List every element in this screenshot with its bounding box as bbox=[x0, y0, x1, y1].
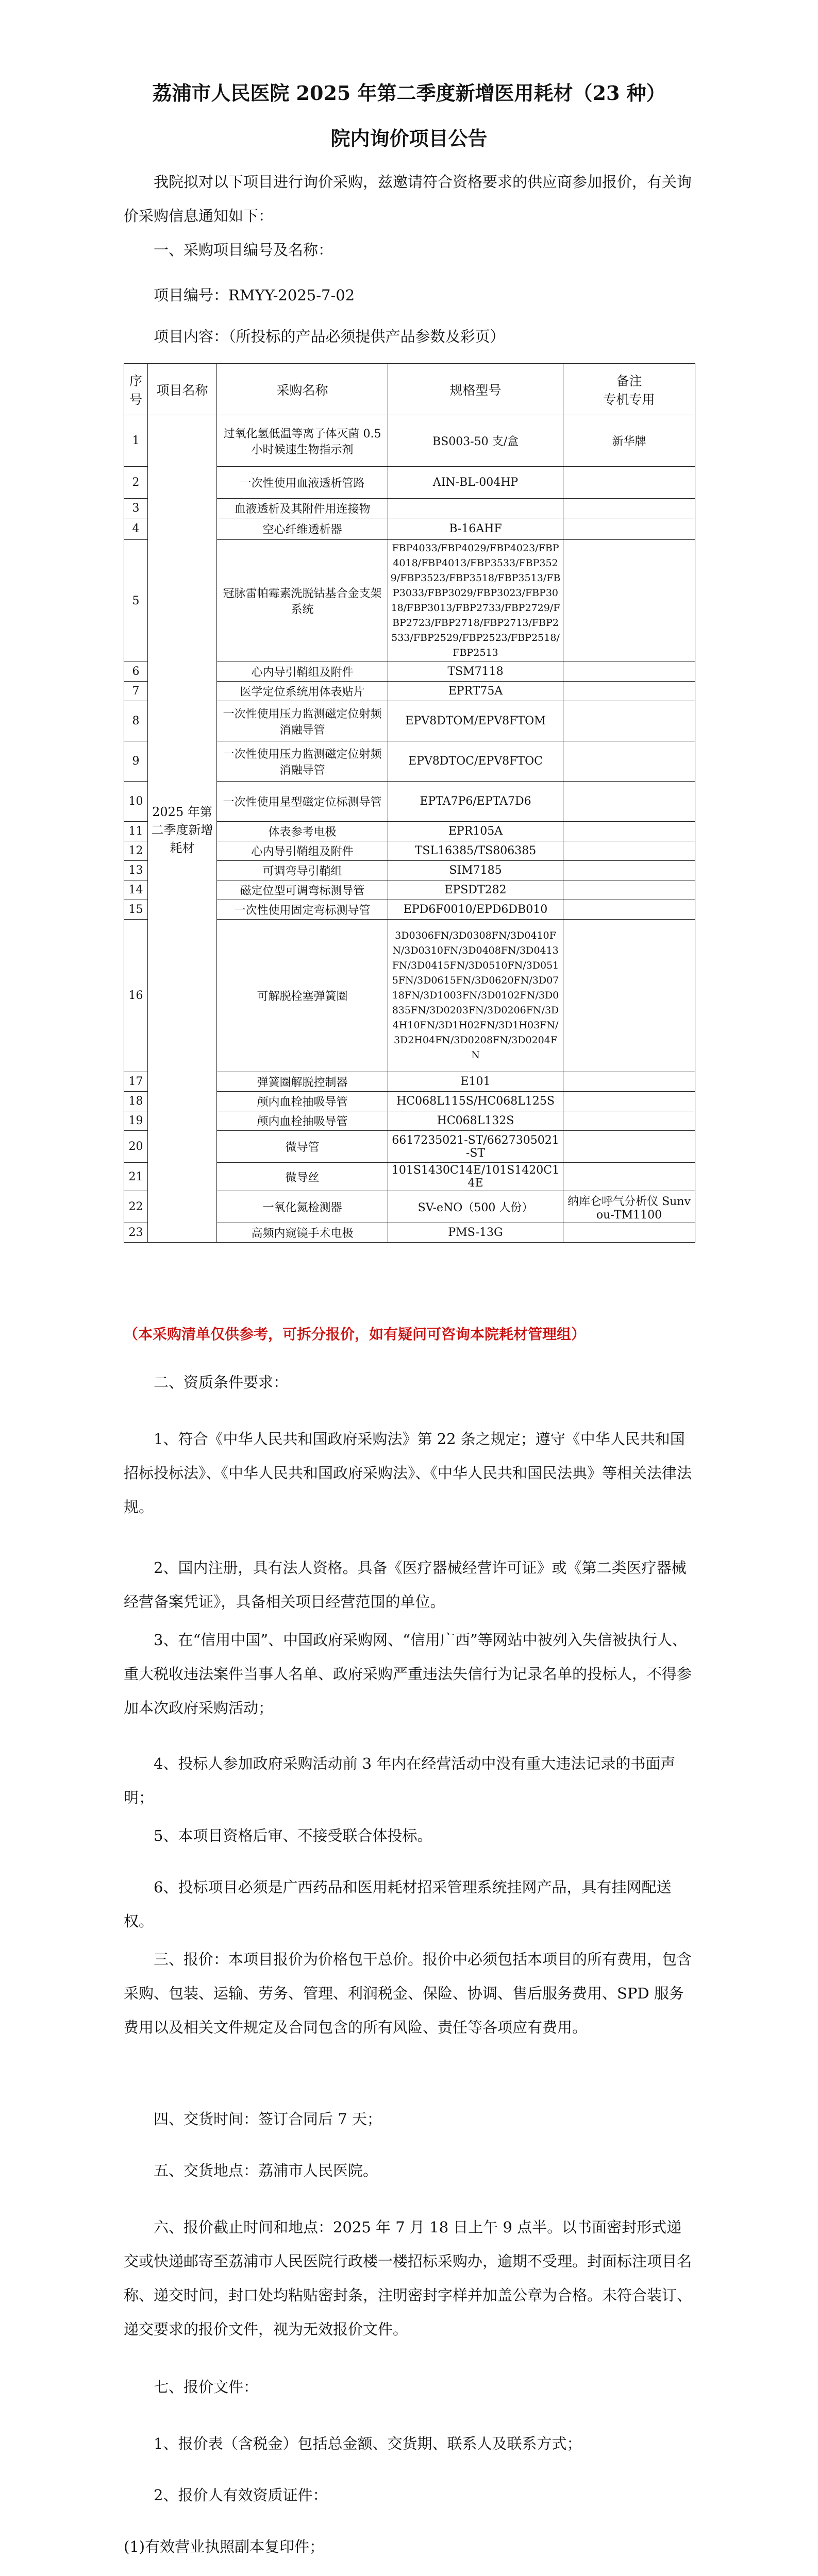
row-spec: FBP4033/FBP4029/FBP4023/FBP4018/FBP4013/FBP3533/FBP3529/FBP3523/FBP3518/FBP3513/FBP3033/FBP3029/FBP3023/FBP3018/FBP3013/FBP2733/FBP2729/FBP2723/FBP2718/FBP2713/FBP2533/FBP2529/FBP2523/FBP2518/FBP2513 bbox=[388, 540, 563, 662]
row-spec: E101 bbox=[388, 1072, 563, 1092]
row-item-name: 一次性使用星型磁定位标测导管 bbox=[217, 782, 388, 822]
row-item-name: 体表参考电极 bbox=[217, 822, 388, 841]
row-spec: AIN-BL-004HP bbox=[388, 467, 563, 499]
requirement-3: 3、在“信用中国”、中国政府采购网、“信用广西”等网站中被列入失信被执行人、重大税收违法案件当事人名单、政府采购严重违法失信行为记录名单的投标人，不得参加本次政府采购活动； bbox=[124, 1631, 692, 1717]
table-row bbox=[124, 415, 695, 467]
col-header-note: 备注 专机专用 bbox=[563, 364, 695, 415]
row-spec: TSL16385/TS806385 bbox=[388, 841, 563, 861]
row-spec: EPD6F0010/EPD6DB010 bbox=[388, 900, 563, 920]
row-number: 14 bbox=[124, 880, 148, 900]
row-number: 10 bbox=[124, 782, 148, 822]
project-content: 项目内容：（所投标的产品必须提供产品参数及彩页） bbox=[154, 328, 505, 345]
row-note bbox=[563, 741, 695, 782]
row-item-name: 空心纤维透析器 bbox=[217, 518, 388, 540]
row-item-name: 颅内血栓抽吸导管 bbox=[217, 1111, 388, 1131]
row-spec: HC068L132S bbox=[388, 1111, 563, 1131]
section-5-delivery-place: 五、交货地点：荔浦市人民医院。 bbox=[154, 2162, 378, 2179]
row-item-name: 可调弯导引鞘组 bbox=[217, 861, 388, 880]
row-note bbox=[563, 861, 695, 880]
row-spec: EPRT75A bbox=[388, 682, 563, 701]
row-number: 16 bbox=[124, 920, 148, 1072]
row-spec: EPV8DTOM/EPV8FTOM bbox=[388, 701, 563, 741]
row-number: 2 bbox=[124, 467, 148, 499]
row-note bbox=[563, 540, 695, 662]
row-number: 7 bbox=[124, 682, 148, 701]
project-group-label: 2025 年第二季度新增耗材 bbox=[148, 415, 217, 1243]
row-item-name: 可解脱栓塞弹簧圈 bbox=[217, 920, 388, 1072]
row-spec: PMS-13G bbox=[388, 1223, 563, 1243]
row-note bbox=[563, 1072, 695, 1092]
section-7-heading: 七、报价文件： bbox=[154, 2378, 259, 2396]
col-header-spec: 规格型号 bbox=[388, 364, 563, 415]
intro-paragraph: 我院拟对以下项目进行询价采购，兹邀请符合资格要求的供应商参加报价，有关询价采购信息通知如下： bbox=[124, 173, 692, 225]
row-item-name: 一次性使用压力监测磁定位射频消融导管 bbox=[217, 741, 388, 782]
row-spec: 6617235021-ST/6627305021-ST bbox=[388, 1131, 563, 1163]
col-header-no: 序号 bbox=[124, 364, 148, 415]
row-spec: BS003-50 支/盒 bbox=[388, 415, 563, 467]
row-note bbox=[563, 920, 695, 1072]
row-item-name: 高频内窥镜手术电极 bbox=[217, 1223, 388, 1243]
row-spec bbox=[388, 499, 563, 518]
row-spec: EPTA7P6/EPTA7D6 bbox=[388, 782, 563, 822]
row-number: 15 bbox=[124, 900, 148, 920]
row-item-name: 一氧化氮检测器 bbox=[217, 1191, 388, 1223]
row-number: 20 bbox=[124, 1131, 148, 1163]
row-number: 22 bbox=[124, 1191, 148, 1223]
row-note bbox=[563, 518, 695, 540]
requirement-4: 4、投标人参加政府采购活动前 3 年内在经营活动中没有重大违法记录的书面声明； bbox=[124, 1755, 676, 1806]
row-note bbox=[563, 880, 695, 900]
section-1-heading: 一、采购项目编号及名称： bbox=[154, 241, 333, 259]
row-spec: TSM7118 bbox=[388, 662, 563, 682]
row-note bbox=[563, 782, 695, 822]
row-note bbox=[563, 1223, 695, 1243]
row-number: 3 bbox=[124, 499, 148, 518]
row-number: 8 bbox=[124, 701, 148, 741]
page-title-line1: 荔浦市人民医院 2025 年第二季度新增医用耗材（23 种） bbox=[152, 81, 666, 105]
row-note bbox=[563, 841, 695, 861]
row-number: 21 bbox=[124, 1163, 148, 1191]
col-header-item: 采购名称 bbox=[217, 364, 388, 415]
row-spec: EPSDT282 bbox=[388, 880, 563, 900]
row-number: 1 bbox=[124, 415, 148, 467]
row-number: 11 bbox=[124, 822, 148, 841]
row-note bbox=[563, 467, 695, 499]
doc-item-2: 2、报价人有效资质证件： bbox=[154, 2486, 328, 2504]
row-spec: 3D0306FN/3D0308FN/3D0410FN/3D0310FN/3D0408FN/3D0413FN/3D0415FN/3D0510FN/3D0515FN/3D0615FN/3D0620FN/3D0718FN/3D1003FN/3D0102FN/3D0835FN/3D0203FN/3D0206FN/3D4H10FN/3D1H02FN/3D1H03FN/3D2H04FN/3D0208FN/3D0204FN bbox=[388, 920, 563, 1072]
row-note bbox=[563, 822, 695, 841]
row-item-name: 心内导引鞘组及附件 bbox=[217, 841, 388, 861]
row-number: 19 bbox=[124, 1111, 148, 1131]
row-note: 纳库仑呼气分析仪 Sunvou-TM1100 bbox=[563, 1191, 695, 1223]
section-2-heading: 二、资质条件要求： bbox=[154, 1374, 289, 1391]
row-note bbox=[563, 900, 695, 920]
section-6-deadline: 六、报价截止时间和地点：2025 年 7 月 18 日上午 9 点半。以书面密封形式递交或快递邮寄至荔浦市人民医院行政楼一楼招标采购办，逾期不受理。封面标注项目名称、递交时间，封口处均粘贴密封条，注明密封字样并加盖公章为合格。未符合装订、递交要求的报价文件，视为无效报价文件。 bbox=[124, 2218, 692, 2338]
row-spec: SIM7185 bbox=[388, 861, 563, 880]
row-number: 4 bbox=[124, 518, 148, 540]
row-note bbox=[563, 701, 695, 741]
row-item-name: 颅内血栓抽吸导管 bbox=[217, 1092, 388, 1111]
requirement-5: 5、本项目资格后审、不接受联合体投标。 bbox=[154, 1827, 432, 1844]
row-number: 12 bbox=[124, 841, 148, 861]
table-header-row bbox=[124, 364, 695, 415]
doc-item-1: 1、报价表（含税金）包括总金额、交货期、联系人及联系方式； bbox=[154, 2435, 582, 2452]
row-item-name: 血液透析及其附件用连接物 bbox=[217, 499, 388, 518]
red-notice: （本采购清单仅供参考，可拆分报价，如有疑问可咨询本院耗材管理组） bbox=[124, 1326, 586, 1343]
row-item-name: 冠脉雷帕霉素洗脱钴基合金支架系统 bbox=[217, 540, 388, 662]
page-title-line2: 院内询价项目公告 bbox=[330, 127, 488, 150]
row-number: 6 bbox=[124, 662, 148, 682]
row-note bbox=[563, 662, 695, 682]
section-4-delivery-time: 四、交货时间：签订合同后 7 天； bbox=[154, 2110, 382, 2128]
requirement-1: 1、符合《中华人民共和国政府采购法》第 22 条之规定；遵守《中华人民共和国招标投标法》、《中华人民共和国政府采购法》、《中华人民共和国民法典》等相关法律法规。 bbox=[124, 1430, 692, 1516]
row-note bbox=[563, 1111, 695, 1131]
row-note bbox=[563, 1131, 695, 1163]
row-number: 9 bbox=[124, 741, 148, 782]
row-spec: B-16AHF bbox=[388, 518, 563, 540]
row-note bbox=[563, 1092, 695, 1111]
row-item-name: 一次性使用固定弯标测导管 bbox=[217, 900, 388, 920]
row-item-name: 一次性使用压力监测磁定位射频消融导管 bbox=[217, 701, 388, 741]
row-spec: HC068L115S/HC068L125S bbox=[388, 1092, 563, 1111]
row-number: 23 bbox=[124, 1223, 148, 1243]
row-item-name: 微导丝 bbox=[217, 1163, 388, 1191]
row-note bbox=[563, 1163, 695, 1191]
row-number: 17 bbox=[124, 1072, 148, 1092]
doc-item-2-1: (1)有效营业执照副本复印件； bbox=[124, 2538, 325, 2555]
section-3-quote: 三、报价：本项目报价为价格包干总价。报价中必须包括本项目的所有费用，包含采购、包装、运输、劳务、管理、利润税金、保险、协调、售后服务费用、SPD 服务费用以及相关文件规定及合同包含的所有风险、责任等各项应有费用。 bbox=[124, 1951, 692, 2036]
row-spec: EPV8DTOC/EPV8FTOC bbox=[388, 741, 563, 782]
items-table bbox=[124, 363, 695, 1243]
row-note: 新华牌 bbox=[563, 415, 695, 467]
row-spec: EPR105A bbox=[388, 822, 563, 841]
row-item-name: 心内导引鞘组及附件 bbox=[217, 662, 388, 682]
project-number: 项目编号：RMYY-2025-7-02 bbox=[154, 286, 355, 304]
requirement-2: 2、国内注册，具有法人资格。具备《医疗器械经营许可证》或《第二类医疗器械经营备案凭证》，具备相关项目经营范围的单位。 bbox=[124, 1559, 687, 1611]
row-spec: 101S1430C14E/101S1420C14E bbox=[388, 1163, 563, 1191]
row-number: 13 bbox=[124, 861, 148, 880]
col-header-project: 项目名称 bbox=[148, 364, 217, 415]
row-number: 18 bbox=[124, 1092, 148, 1111]
row-note bbox=[563, 499, 695, 518]
row-note bbox=[563, 682, 695, 701]
row-item-name: 医学定位系统用体表贴片 bbox=[217, 682, 388, 701]
row-number: 5 bbox=[124, 540, 148, 662]
row-item-name: 磁定位型可调弯标测导管 bbox=[217, 880, 388, 900]
row-item-name: 过氧化氢低温等离子体灭菌 0.5 小时候速生物指示剂 bbox=[217, 415, 388, 467]
row-item-name: 弹簧圈解脱控制器 bbox=[217, 1072, 388, 1092]
requirement-6: 6、投标项目必须是广西药品和医用耗材招采管理系统挂网产品，具有挂网配送权。 bbox=[124, 1878, 672, 1930]
row-item-name: 微导管 bbox=[217, 1131, 388, 1163]
row-item-name: 一次性使用血液透析管路 bbox=[217, 467, 388, 499]
row-spec: SV-eNO（500 人份） bbox=[388, 1191, 563, 1223]
